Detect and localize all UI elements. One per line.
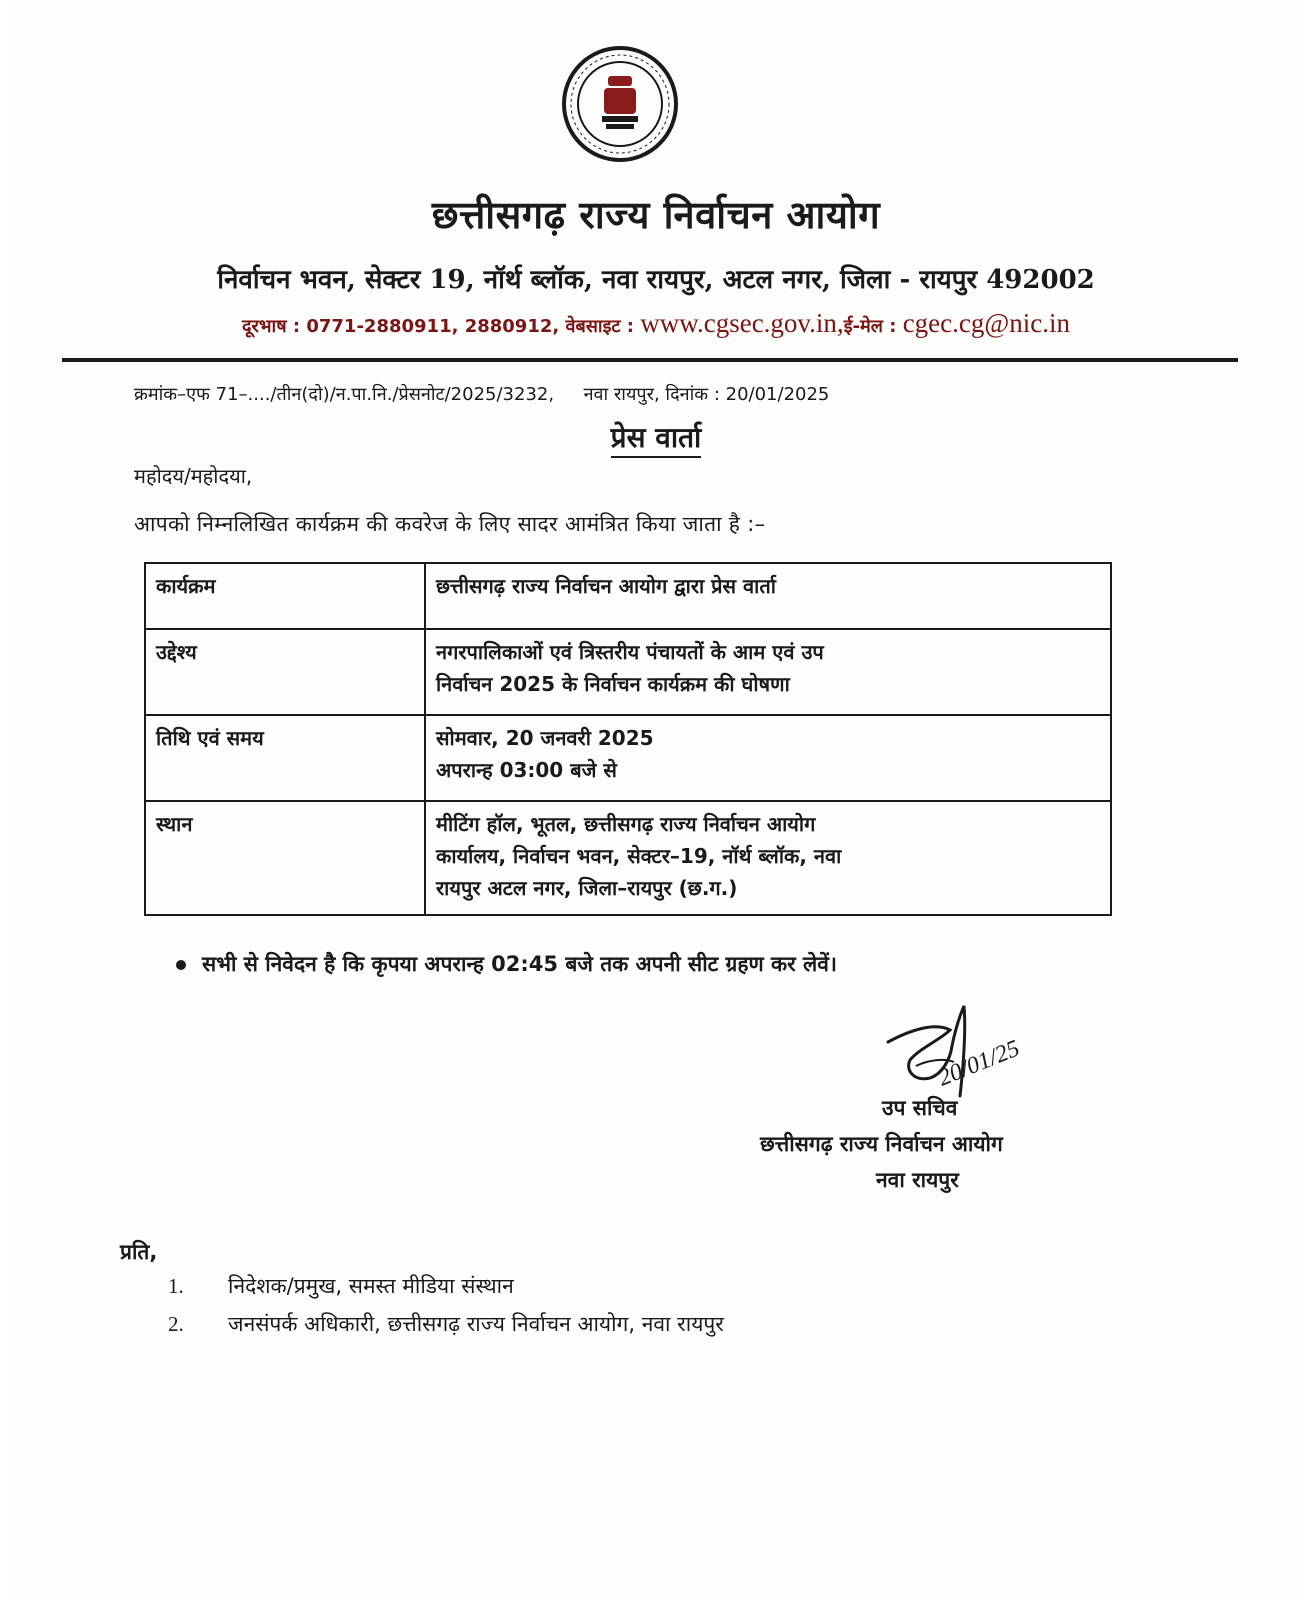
contact-phone: दूरभाष : 0771-2880911, 2880912, वेबसाइट : <box>241 316 641 337</box>
row-value <box>425 715 1111 801</box>
list-number: 1. <box>168 1274 184 1298</box>
bullet-icon <box>176 960 186 970</box>
email-link[interactable]: cgec.cg@nic.in <box>902 308 1070 338</box>
state-election-commission-seal-icon <box>560 44 680 164</box>
value-line: निर्वाचन 2025 के निर्वाचन कार्यक्रम की घोषणा <box>436 672 790 696</box>
reference-number: क्रमांक–एफ 71–..../तीन(दो)/न.पा.नि./प्रेसनोट/2025/3232, <box>134 384 555 405</box>
value-line: सोमवार, 20 जनवरी 2025 <box>436 726 654 750</box>
handwritten-date: 20/01/25 <box>934 1035 1024 1092</box>
list-item <box>168 1310 724 1348</box>
list-number: 2. <box>168 1312 184 1336</box>
note-text: सभी से निवेदन है कि कृपया अपरान्ह 02:45 बजे तक अपनी सीट ग्रहण कर लेवें। <box>202 952 837 976</box>
row-label: उद्देश्य <box>145 629 425 715</box>
heading-text: प्रेस वार्ता <box>611 421 702 458</box>
signatory-office: छत्तीसगढ़ राज्य निर्वाचन आयोग <box>760 1132 1003 1156</box>
header-divider <box>62 358 1238 362</box>
place-date: नवा रायपुर, दिनांक : 20/01/2025 <box>583 384 830 405</box>
value-line: छत्तीसगढ़ राज्य निर्वाचन आयोग द्वारा प्रेस वार्ता <box>436 574 776 598</box>
value-line: मीटिंग हॉल, भूतल, छत्तीसगढ़ राज्य निर्वाचन आयोग <box>436 812 816 836</box>
organization-address: निर्वाचन भवन, सेक्टर 19, नॉर्थ ब्लॉक, नवा रायपुर, अटल नगर, जिला - रायपुर 492002 <box>217 265 1095 295</box>
row-value <box>425 563 1111 629</box>
value-line: नगरपालिकाओं एवं त्रिस्तरीय पंचायतों के आम एवं उप <box>436 640 824 664</box>
value-line: कार्यालय, निर्वाचन भवन, सेक्टर–19, नॉर्थ ब्लॉक, नवा <box>436 844 842 868</box>
intro-paragraph: आपको निम्नलिखित कार्यक्रम की कवरेज के लिए सादर आमंत्रित किया जाता है :– <box>134 512 766 536</box>
website-link[interactable]: www.cgsec.gov.in, <box>640 308 844 338</box>
event-details-table <box>144 562 1112 916</box>
recipient-text: निदेशक/प्रमुख, समस्त मीडिया संस्थान <box>228 1274 514 1298</box>
document-heading <box>0 418 1312 456</box>
list-item <box>168 1272 724 1310</box>
row-label: तिथि एवं समय <box>145 715 425 801</box>
organization-title: छत्तीसगढ़ राज्य निर्वाचन आयोग <box>431 192 881 237</box>
value-line: रायपुर अटल नगर, जिला–रायपुर (छ.ग.) <box>436 876 738 900</box>
table-row <box>145 629 1111 715</box>
email-label: ई-मेल : <box>843 316 903 337</box>
recipients-list <box>168 1272 724 1348</box>
signatory-block <box>760 1090 1140 1198</box>
salutation: महोदय/महोदया, <box>134 464 253 488</box>
table-row <box>145 715 1111 801</box>
recipient-text: जनसंपर्क अधिकारी, छत्तीसगढ़ राज्य निर्वाचन आयोग, नवा रायपुर <box>228 1312 724 1336</box>
attendance-note <box>176 950 837 978</box>
signatory-place: नवा रायपुर <box>876 1168 959 1192</box>
table-row <box>145 801 1111 915</box>
row-value <box>425 801 1111 915</box>
value-line: अपरान्ह 03:00 बजे से <box>436 758 617 782</box>
table-row <box>145 563 1111 629</box>
row-label: स्थान <box>145 801 425 915</box>
signatory-designation: उप सचिव <box>882 1096 958 1120</box>
row-value <box>425 629 1111 715</box>
row-label: कार्यक्रम <box>145 563 425 629</box>
recipients-label: प्रति, <box>120 1240 158 1264</box>
reference-line <box>134 382 829 406</box>
contact-line <box>0 308 1312 339</box>
